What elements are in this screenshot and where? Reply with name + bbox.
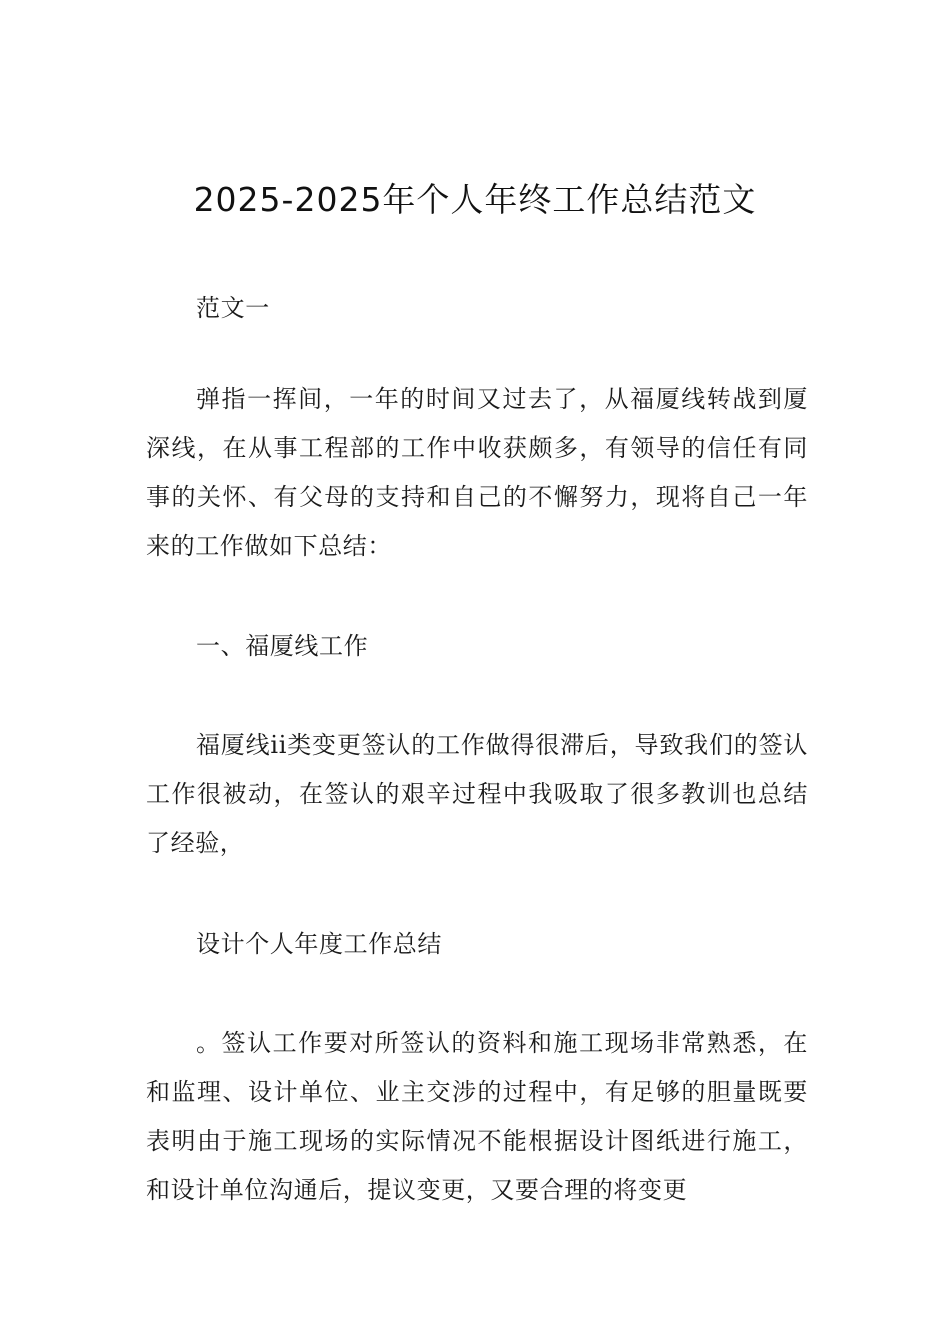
intro-paragraph: 弹指一挥间，一年的时间又过去了，从福厦线转战到厦深线，在从事工程部的工作中收获颇多，有领导的信任有同事的关怀、有父母的支持和自己的不懈努力，现将自己一年来的工作做如下总结： <box>146 385 808 560</box>
section-heading: 设计个人年度工作总结 <box>196 930 442 958</box>
section-heading: 一、福厦线工作 <box>196 632 369 660</box>
body-paragraph: 福厦线ii类变更签认的工作做得很滞后，导致我们的签认工作很被动，在签认的艰辛过程中我吸取了很多教训也总结了经验， <box>146 731 808 857</box>
document-title: 2025-2025年个人年终工作总结范文 <box>193 180 757 219</box>
body-paragraph: 。签认工作要对所签认的资料和施工现场非常熟悉，在和监理、设计单位、业主交涉的过程中，有足够的胆量既要表明由于施工现场的实际情况不能根据设计图纸进行施工，和设计单位沟通后，提议变更，又要合理的将变更 <box>146 1029 808 1204</box>
section-label: 范文一 <box>196 294 270 322</box>
